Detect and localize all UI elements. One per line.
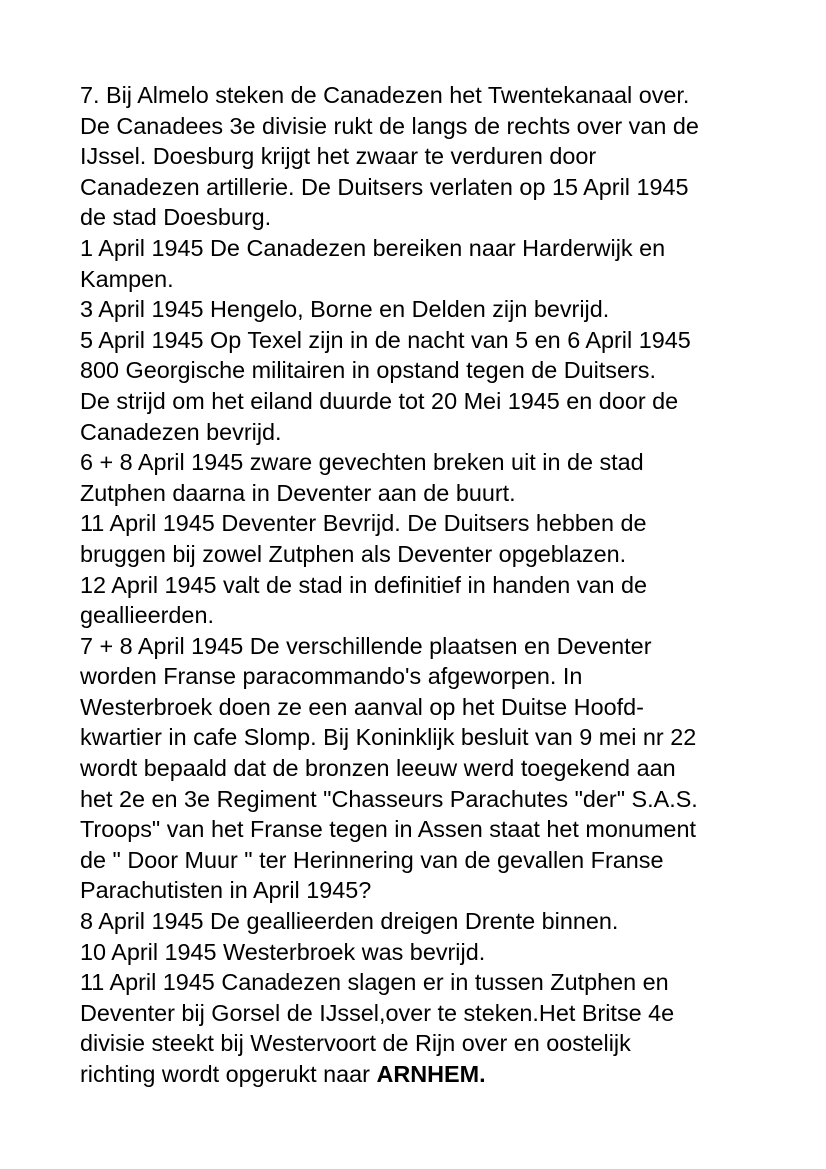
text-line: Westerbroek doen ze een aanval op het Duitse Hoofd- — [80, 693, 644, 720]
text-line: het 2e en 3e Regiment "Chasseurs Parachutes "der" S.A.S. — [80, 785, 698, 812]
text-line: 10 April 1945 Westerbroek was bevrijd. — [80, 938, 486, 965]
text-line: Kampen. — [80, 265, 174, 292]
text-line: 7. Bij Almelo steken de Canadezen het Twentekanaal over. — [80, 82, 690, 108]
text-line: 11 April 1945 Deventer Bevrijd. De Duitsers hebben de — [80, 510, 647, 537]
text-line: divisie steekt bij Westervoort de Rijn over en oostelijk — [80, 1030, 631, 1057]
text-line: worden Franse paracommando's afgeworpen. In — [80, 663, 583, 690]
text-line: 7 + 8 April 1945 De verschillende plaatsen en Deventer — [80, 632, 652, 659]
text-line: 11 April 1945 Canadezen slagen er in tussen Zutphen en — [80, 969, 669, 996]
text-line: Canadezen bevrijd. — [80, 418, 282, 445]
text-line: de " Door Muur " ter Herinnering van de gevallen Franse — [80, 846, 664, 873]
final-line-text: richting wordt opgerukt naar — [80, 1061, 377, 1087]
text-line: wordt bepaald dat de bronzen leeuw werd toegekend aan — [80, 755, 676, 782]
text-line: Deventer bij Gorsel de IJssel,over te steken.Het Britse 4e — [80, 999, 675, 1026]
text-line: De strijd om het eiland duurde tot 20 Mei 1945 en door de — [80, 387, 679, 414]
text-line: Zutphen daarna in Deventer aan de buurt. — [80, 479, 516, 506]
text-line: 5 April 1945 Op Texel zijn in de nacht van 5 en 6 April 1945 — [80, 326, 691, 353]
text-line: geallieerden. — [80, 602, 214, 629]
text-line: de stad Doesburg. — [80, 204, 272, 231]
text-line: Canadezen artillerie. De Duitsers verlaten op 15 April 1945 — [80, 173, 689, 200]
text-line: bruggen bij zowel Zutphen als Deventer opgeblazen. — [80, 540, 627, 567]
text-line: De Canadees 3e divisie rukt de langs de rechts over van de — [80, 112, 699, 139]
text-line: 1 April 1945 De Canadezen bereiken naar Harderwijk en — [80, 234, 666, 261]
text-line: IJssel. Doesburg krijgt het zwaar te verduren door — [80, 143, 597, 170]
text-line: 8 April 1945 De geallieerden dreigen Drente binnen. — [80, 908, 619, 935]
text-line: 12 April 1945 valt de stad in definitief in handen van de — [80, 571, 647, 598]
text-line: Parachutisten in April 1945? — [80, 877, 372, 904]
text-line: 3 April 1945 Hengelo, Borne en Delden zijn bevrijd. — [80, 296, 610, 323]
arnhem-emphasis: ARNHEM. — [376, 1061, 486, 1087]
text-line-final — [80, 1059, 760, 1090]
text-line: Troops" van het Franse tegen in Assen staat het monument — [80, 816, 696, 843]
text-line: kwartier in cafe Slomp. Bij Koninklijk besluit van 9 mei nr 22 — [80, 724, 697, 751]
document-body — [80, 80, 760, 1090]
text-line: 800 Georgische militairen in opstand tegen de Duitsers. — [80, 357, 656, 384]
text-line: 6 + 8 April 1945 zware gevechten breken uit in de stad — [80, 449, 644, 476]
